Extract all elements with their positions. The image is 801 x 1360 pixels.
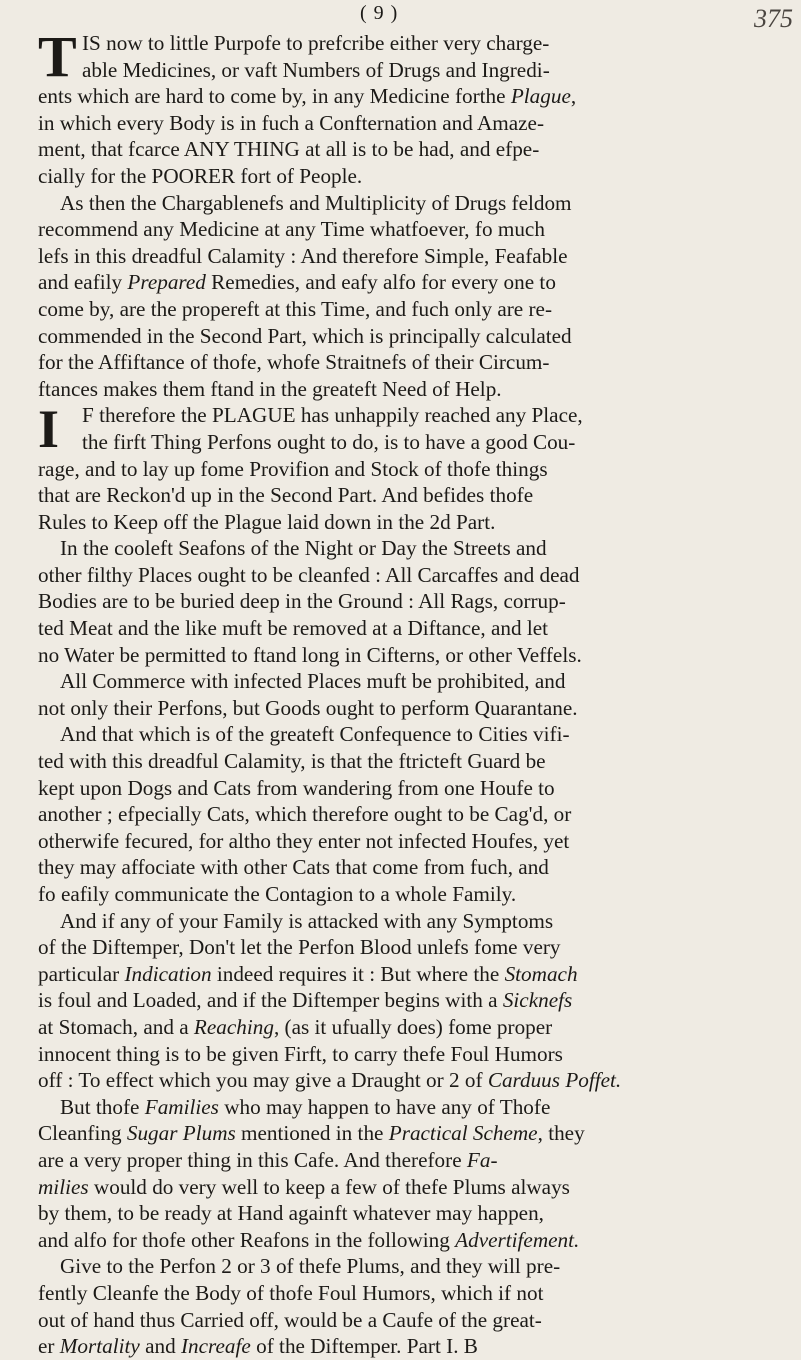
text-line [38, 429, 768, 456]
text-line [38, 1120, 768, 1147]
text-line [38, 57, 768, 84]
text-line [38, 349, 768, 376]
italic-text-run: Increafe [181, 1334, 251, 1359]
text-run: fo eafily communicate the Contagion to a whole Family. [38, 882, 517, 906]
text-run: and eafily [38, 270, 128, 295]
text-line [38, 987, 768, 1014]
italic-text-run: Carduus Poffet. [487, 1068, 622, 1093]
text-run: and [139, 1334, 181, 1359]
text-run: is foul and Loaded, and if the Diftemper begins with a [38, 988, 503, 1013]
text-run: , they [537, 1121, 585, 1146]
text-run: by them, to be ready at Hand againft whatever may happen, [38, 1201, 544, 1226]
text-run: And that which is of the greateft Confequence to Cities vifi- [60, 722, 570, 747]
text-run: Rules to Keep off the Plague laid down in the 2d Part. [38, 509, 496, 534]
text-run: recommend any Medicine at any Time whatfoever, fo much [38, 217, 545, 242]
text-line [38, 482, 768, 509]
drop-cap: I [38, 399, 60, 460]
text-run: ents which are hard to come by, in any Medicine forthe [38, 84, 511, 109]
text-run: Remedies, and eafy alfo for every one to [205, 270, 556, 295]
text-line [38, 243, 768, 270]
paragraph [38, 908, 768, 1094]
text-line [38, 908, 768, 935]
text-run: of the Diftemper. Part I. B [250, 1334, 478, 1359]
text-run: ftances makes them ftand in the greateft Need of Help. [38, 376, 502, 401]
text-line [38, 1147, 768, 1174]
italic-text-run: Prepared [127, 270, 206, 295]
paragraph [38, 1094, 768, 1254]
text-run: commended in the Second Part, which is principally calculated [38, 323, 572, 348]
italic-text-run: Reaching [193, 1014, 274, 1039]
text-line [38, 1307, 768, 1334]
text-line [38, 1333, 768, 1360]
text-run: they may affociate with other Cats that come from fuch, and [38, 855, 549, 880]
text-run: As then the Chargablenefs and Multiplicity of Drugs feldom [60, 190, 572, 215]
text-line [38, 1200, 768, 1227]
text-run: able Medicines, or vaft Numbers of Drugs and Ingredi- [82, 57, 550, 82]
text-run: rage, and to lay up fome Provifion and Stock of thofe things [38, 456, 548, 481]
text-run: other filthy Places ought to be cleanfed : All Carcaffes and dead [38, 562, 580, 587]
text-run: that are Reckon'd up in the Second Part. And befides thofe [38, 483, 534, 508]
text-line [38, 1014, 768, 1041]
page-number: ( 9 ) [360, 2, 399, 24]
text-run: er [38, 1334, 60, 1359]
text-run: no Water be permitted to ftand long in Cifterns, or other Veffels. [38, 642, 582, 667]
paragraph [38, 399, 768, 535]
text-run: would do very well to keep a few of thefe Plums always [88, 1174, 570, 1199]
italic-text-run: milies [38, 1174, 89, 1199]
text-line [38, 535, 768, 562]
paragraph [38, 24, 768, 190]
italic-text-run: Families [144, 1094, 219, 1119]
italic-text-run: Fa- [466, 1147, 498, 1172]
text-run: and alfo for thofe other Reafons in the following [38, 1227, 456, 1252]
text-run: lefs in this dreadful Calamity : And therefore Simple, Feafable [38, 243, 568, 268]
text-line [38, 1174, 768, 1201]
italic-text-run: Practical Scheme [388, 1121, 538, 1146]
text-line [38, 854, 768, 881]
paragraph [38, 190, 768, 403]
text-line [38, 136, 768, 163]
italic-text-run: Advertifement. [455, 1227, 580, 1252]
text-run: off : To effect which you may give a Draught or 2 of [38, 1068, 488, 1093]
italic-text-run: Mortality [59, 1334, 140, 1359]
text-line [38, 376, 768, 403]
text-line [38, 1067, 768, 1094]
paragraph [38, 1253, 768, 1359]
text-line [38, 1227, 768, 1254]
text-line [38, 828, 768, 855]
paragraph [38, 721, 768, 907]
text-run: innocent thing is to be given Firft, to carry thefe Foul Humors [38, 1041, 563, 1066]
drop-cap: T [38, 24, 77, 89]
page-body-text [38, 24, 768, 1360]
text-line [38, 1041, 768, 1068]
text-line [38, 615, 768, 642]
text-run: But thofe [60, 1094, 145, 1119]
text-run: Bodies are to be buried deep in the Ground : All Rags, corrup- [38, 589, 566, 614]
text-run: of the Diftemper, Don't let the Perfon Blood unlefs fome very [38, 935, 561, 960]
text-run: the firft Thing Perfons ought to do, is to have a good Cou- [82, 429, 576, 454]
text-run: are a very proper thing in this Cafe. And therefore [38, 1147, 467, 1172]
text-line [38, 721, 768, 748]
text-run: mentioned in the [235, 1121, 389, 1146]
text-run: Give to the Perfon 2 or 3 of thefe Plums, and they will pre- [60, 1254, 561, 1279]
text-line [38, 642, 768, 669]
text-line [38, 269, 768, 296]
text-run: in which every Body is in fuch a Confternation and Amaze- [38, 110, 545, 135]
text-run: kept upon Dogs and Cats from wandering from one Houfe to [38, 775, 555, 800]
text-line [38, 668, 768, 695]
text-run: otherwife fecured, for altho they enter not infected Houfes, yet [38, 828, 570, 853]
text-run: cially for the POORER fort of People. [38, 163, 363, 188]
text-line [38, 562, 768, 589]
text-run: All Commerce with infected Places muft be prohibited, and [60, 669, 566, 694]
text-run: come by, are the propereft at this Time, and fuch only are re- [38, 296, 553, 321]
text-line [38, 881, 768, 908]
text-line [38, 1280, 768, 1307]
text-run: ted Meat and the like muft be removed at a Diftance, and let [38, 616, 549, 641]
text-run: F therefore the PLAGUE has unhappily reached any Place, [82, 403, 583, 428]
text-run: IS now to little Purpofe to prefcribe either very charge- [82, 31, 550, 55]
text-line [38, 163, 768, 190]
italic-text-run: Plague [510, 84, 571, 109]
paragraph [38, 535, 768, 668]
text-line [38, 588, 768, 615]
text-run: at Stomach, and a [38, 1014, 194, 1039]
text-line [38, 216, 768, 243]
text-run: who may happen to have any of Thofe [218, 1094, 551, 1119]
text-line [38, 1094, 768, 1121]
text-line [38, 775, 768, 802]
italic-text-run: Sicknefs [502, 988, 573, 1013]
text-line [38, 110, 768, 137]
text-line [38, 748, 768, 775]
text-line [38, 190, 768, 217]
handwritten-folio-note: 375 [754, 4, 793, 33]
text-run: particular [38, 961, 125, 986]
text-run: not only their Perfons, but Goods ought to perform Quarantane. [38, 695, 578, 720]
text-line [38, 961, 768, 988]
italic-text-run: Stomach [504, 961, 578, 986]
paragraph [38, 668, 768, 721]
text-run: And if any of your Family is attacked with any Symptoms [60, 908, 554, 933]
text-run: fently Cleanfe the Body of thofe Foul Humors, which if not [38, 1280, 544, 1305]
text-run: ted with this dreadful Calamity, is that the ftricteft Guard be [38, 749, 546, 774]
text-line [38, 323, 768, 350]
text-line [38, 456, 768, 483]
italic-text-run: Sugar Plums [126, 1121, 236, 1146]
text-line [38, 801, 768, 828]
text-run: In the cooleft Seafons of the Night or Day the Streets and [60, 536, 547, 561]
text-run: Cleanfing [38, 1121, 127, 1146]
text-line [38, 1253, 768, 1280]
text-run: indeed requires it : But where the [211, 961, 505, 986]
italic-text-run: Indication [124, 961, 212, 986]
text-run: for the Affiftance of thofe, whofe Straitnefs of their Circum- [38, 350, 550, 375]
text-line [38, 695, 768, 722]
text-line [38, 934, 768, 961]
text-run: out of hand thus Carried off, would be a Caufe of the great- [38, 1307, 542, 1332]
text-run: ment, that fcarce ANY THING at all is to be had, and efpe- [38, 137, 540, 162]
text-run: , (as it ufually does) fome proper [273, 1014, 553, 1039]
text-run: , [570, 84, 577, 109]
text-line [38, 296, 768, 323]
text-line [38, 509, 768, 536]
text-run: another ; efpecially Cats, which therefore ought to be Cag'd, or [38, 802, 572, 827]
text-line [38, 83, 768, 110]
